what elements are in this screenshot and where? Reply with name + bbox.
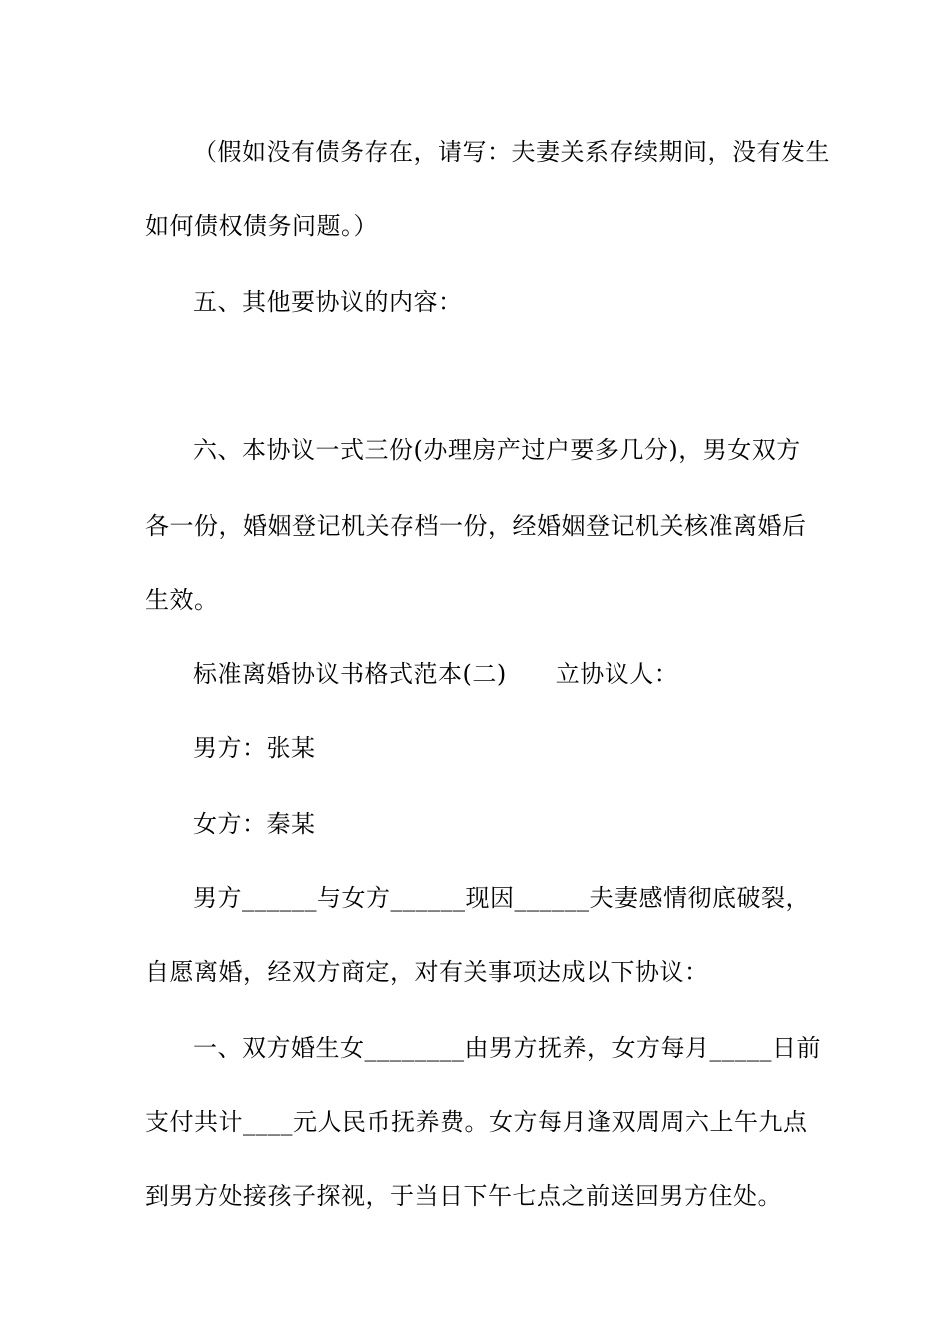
paragraph-line: （假如没有债务存在，请写：夫妻关系存续期间，没有发生 <box>193 138 830 166</box>
paragraph-line: 六、本协议一式三份(办理房产过户要多几分)，男女双方 <box>193 436 801 464</box>
section-heading: 五、其他要协议的内容： <box>193 288 463 316</box>
paragraph-line: 自愿离婚，经双方商定，对有关事项达成以下协议： <box>145 958 709 986</box>
party-female: 女方：秦某 <box>193 810 316 838</box>
paragraph-line: 支付共计____元人民币抚养费。女方每月逢双周周六上午九点 <box>145 1108 808 1136</box>
paragraph-line: 男方______与女方______现因______夫妻感情彻底破裂， <box>193 884 810 912</box>
document-title: 标准离婚协议书格式范本(二) 立协议人： <box>193 660 679 688</box>
paragraph-line: 生效。 <box>145 586 219 614</box>
paragraph-line: 如何债权债务问题。） <box>145 212 378 240</box>
paragraph-line: 一、双方婚生女________由男方抚养，女方每月_____日前 <box>193 1034 821 1062</box>
paragraph-line: 各一份，婚姻登记机关存档一份，经婚姻登记机关核准离婚后 <box>145 512 807 540</box>
party-male: 男方：张某 <box>193 734 316 762</box>
paragraph-line: 到男方处接孩子探视，于当日下午七点之前送回男方住处。 <box>145 1182 782 1210</box>
